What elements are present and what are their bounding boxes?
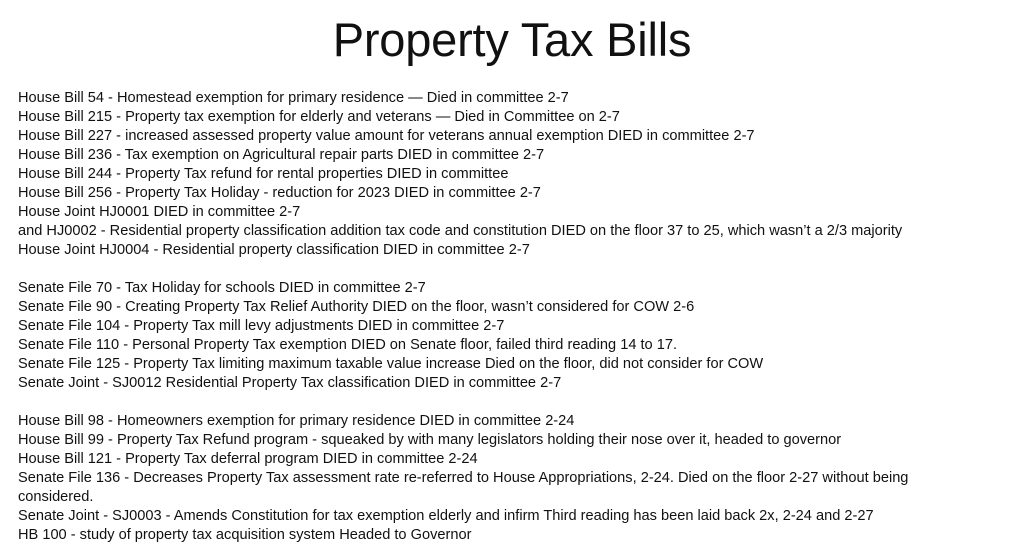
list-item: House Bill 54 - Homestead exemption for primary residence — Died in committee 2-7 [18, 90, 569, 106]
list-item: House Bill 215 - Property tax exemption for elderly and veterans — Died in Committee on 2-7 [18, 109, 620, 125]
list-item: House Joint HJ0001 DIED in committee 2-7 [18, 204, 301, 220]
senate-files-group [18, 279, 1008, 393]
list-item: House Bill 99 - Property Tax Refund program - squeaked by with many legislators holding their nose over it, headed to governor [18, 432, 842, 448]
list-item: House Bill 121 - Property Tax deferral program DIED in committee 2-24 [18, 451, 478, 467]
list-item: Senate File 136 - Decreases Property Tax assessment rate re-referred to House Appropriations, 2-24. Died on the floor 2-27 without being considered. [18, 470, 909, 505]
list-item: House Bill 244 - Property Tax refund for rental properties DIED in committee [18, 166, 509, 182]
list-item: Senate File 70 - Tax Holiday for schools DIED in committee 2-7 [18, 280, 426, 296]
list-item: House Bill 256 - Property Tax Holiday - reduction for 2023 DIED in committee 2-7 [18, 185, 541, 201]
list-item: Senate File 90 - Creating Property Tax Relief Authority DIED on the floor, wasn’t considered for COW 2-6 [18, 299, 695, 315]
page-title: Property Tax Bills [332, 13, 692, 66]
list-item: Senate Joint - SJ0012 Residential Property Tax classification DIED in committee 2-7 [18, 375, 562, 391]
list-item: House Joint HJ0004 - Residential property classification DIED in committee 2-7 [18, 242, 530, 258]
list-item: Senate Joint - SJ0003 - Amends Constitution for tax exemption elderly and infirm Third reading has been laid back 2x, 2-24 and 2-27 [18, 508, 874, 524]
list-item: Senate File 125 - Property Tax limiting maximum taxable value increase Died on the floor, did not consider for COW [18, 356, 764, 372]
list-item: House Bill 227 - increased assessed property value amount for veterans annual exemption DIED in committee 2-7 [18, 128, 755, 144]
list-item: House Bill 98 - Homeowners exemption for primary residence DIED in committee 2-24 [18, 413, 575, 429]
later-updates-group [18, 412, 1008, 545]
group-spacer [18, 260, 1008, 279]
list-item: HB 100 - study of property tax acquisition system Headed to Governor [18, 527, 472, 543]
list-item: Senate File 110 - Personal Property Tax exemption DIED on Senate floor, failed third reading 14 to 17. [18, 337, 677, 353]
list-item: House Bill 236 - Tax exemption on Agricultural repair parts DIED in committee 2-7 [18, 147, 545, 163]
group-spacer [18, 393, 1008, 412]
list-item: and HJ0002 - Residential property classification addition tax code and constitution DIED on the floor 37 to 25, which wasn’t a 2/3 majority [18, 223, 903, 239]
bill-list [18, 89, 1008, 545]
list-item: Senate File 104 - Property Tax mill levy adjustments DIED in committee 2-7 [18, 318, 505, 334]
house-bills-group [18, 89, 1008, 260]
